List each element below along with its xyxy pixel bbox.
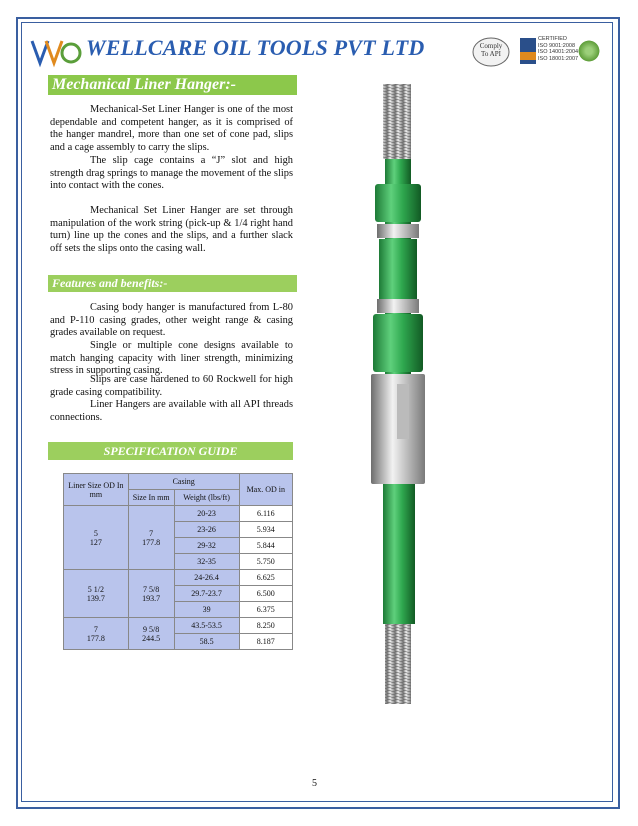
- weight-cell: 32-35: [174, 554, 239, 570]
- cert-text: [538, 36, 578, 62]
- header-max-od: Max. OD in: [239, 474, 292, 506]
- section-title-features: Features and benefits:-: [48, 275, 297, 292]
- cert-line: ISO 9001:2008: [538, 42, 576, 49]
- max-od-cell: 8.187: [239, 634, 292, 650]
- max-od-cell: 6.500: [239, 586, 292, 602]
- section-title-spec: SPECIFICATION GUIDE: [48, 442, 293, 460]
- max-od-cell: 8.250: [239, 618, 292, 634]
- para-text: Single or multiple cone designs available to match hanging capacity with liner strength, minimizing stress in supporting casing.: [50, 340, 293, 377]
- header-weight: Weight (lbs/ft): [174, 490, 239, 506]
- para-text: Mechanical-Set Liner Hanger is one of the most dependable and competent hanger, as it is comprised of the hanger mandrel, more than one set of cone pad, slips and a cage assembly to carry the slips.: [50, 104, 293, 153]
- para-text: Mechanical Set Liner Hanger are set through manipulation of the work string (pick-up & 1/4 right hand turn) line up the cones and the slips, and a further slack off sets the slips onto the casing wall.: [50, 205, 293, 254]
- weight-cell: 23-26: [174, 522, 239, 538]
- cert-line: CERTIFIED: [538, 36, 567, 42]
- weight-cell: 58.5: [174, 634, 239, 650]
- weight-cell: 24-26.4: [174, 570, 239, 586]
- weight-cell: 43.5-53.5: [174, 618, 239, 634]
- liner-size-cell: 5 1/2 139.7: [64, 570, 129, 618]
- max-od-cell: 6.375: [239, 602, 292, 618]
- swirl-icon: [578, 38, 600, 64]
- paragraph: [50, 399, 293, 424]
- cert-line: ISO 14001:2004: [538, 49, 579, 55]
- para-text: Casing body hanger is manufactured from L-80 and P-110 casing grades, other weight range & casing grades available on request.: [50, 302, 293, 339]
- comply-text: [472, 42, 510, 58]
- max-od-cell: 6.625: [239, 570, 292, 586]
- paragraph: [50, 104, 293, 154]
- casing-size-cell: 7 177.8: [128, 506, 174, 570]
- max-od-cell: 6.116: [239, 506, 292, 522]
- max-od-cell: 5.844: [239, 538, 292, 554]
- header-casing: Casing: [128, 474, 239, 490]
- paragraph: [50, 340, 293, 378]
- weight-cell: 29-32: [174, 538, 239, 554]
- para-text: Liner Hangers are available with all API threads connections.: [50, 399, 293, 423]
- max-od-cell: 5.934: [239, 522, 292, 538]
- casing-size-cell: 7 5/8 193.7: [128, 570, 174, 618]
- page-number: 5: [312, 778, 317, 789]
- para-text: The slip cage contains a “J” slot and high strength drag springs to manage the movement of the slips into contact with the cones.: [50, 155, 293, 192]
- comply-line2: To API: [481, 50, 501, 58]
- paragraph: [50, 205, 293, 255]
- liner-hanger-illustration: [355, 84, 455, 704]
- weight-cell: 20-23: [174, 506, 239, 522]
- company-name: WELLCARE OIL TOOLS PVT LTD: [86, 35, 425, 60]
- liner-size-cell: 7 177.8: [64, 618, 129, 650]
- weight-cell: 39: [174, 602, 239, 618]
- cert-icon-band: [520, 52, 536, 60]
- company-logo: [30, 37, 82, 69]
- comply-line1: Comply: [479, 42, 503, 50]
- header-liner-size: Liner Size OD In mm: [64, 474, 129, 506]
- casing-size-cell: 9 5/8 244.5: [128, 618, 174, 650]
- cert-icon: [520, 38, 536, 64]
- paragraph: [50, 155, 293, 193]
- para-text: Slips are case hardened to 60 Rockwell for high grade casing compatibility.: [50, 374, 293, 398]
- section-title-mechanical: Mechanical Liner Hanger:-: [48, 75, 297, 95]
- spec-table: [63, 473, 293, 650]
- liner-size-cell: 5 127: [64, 506, 129, 570]
- weight-cell: 29.7-23.7: [174, 586, 239, 602]
- paragraph: [50, 374, 293, 399]
- max-od-cell: 5.750: [239, 554, 292, 570]
- header-size: Size In mm: [128, 490, 174, 506]
- paragraph: [50, 302, 293, 340]
- cert-line: ISO 18001:2007: [538, 55, 579, 62]
